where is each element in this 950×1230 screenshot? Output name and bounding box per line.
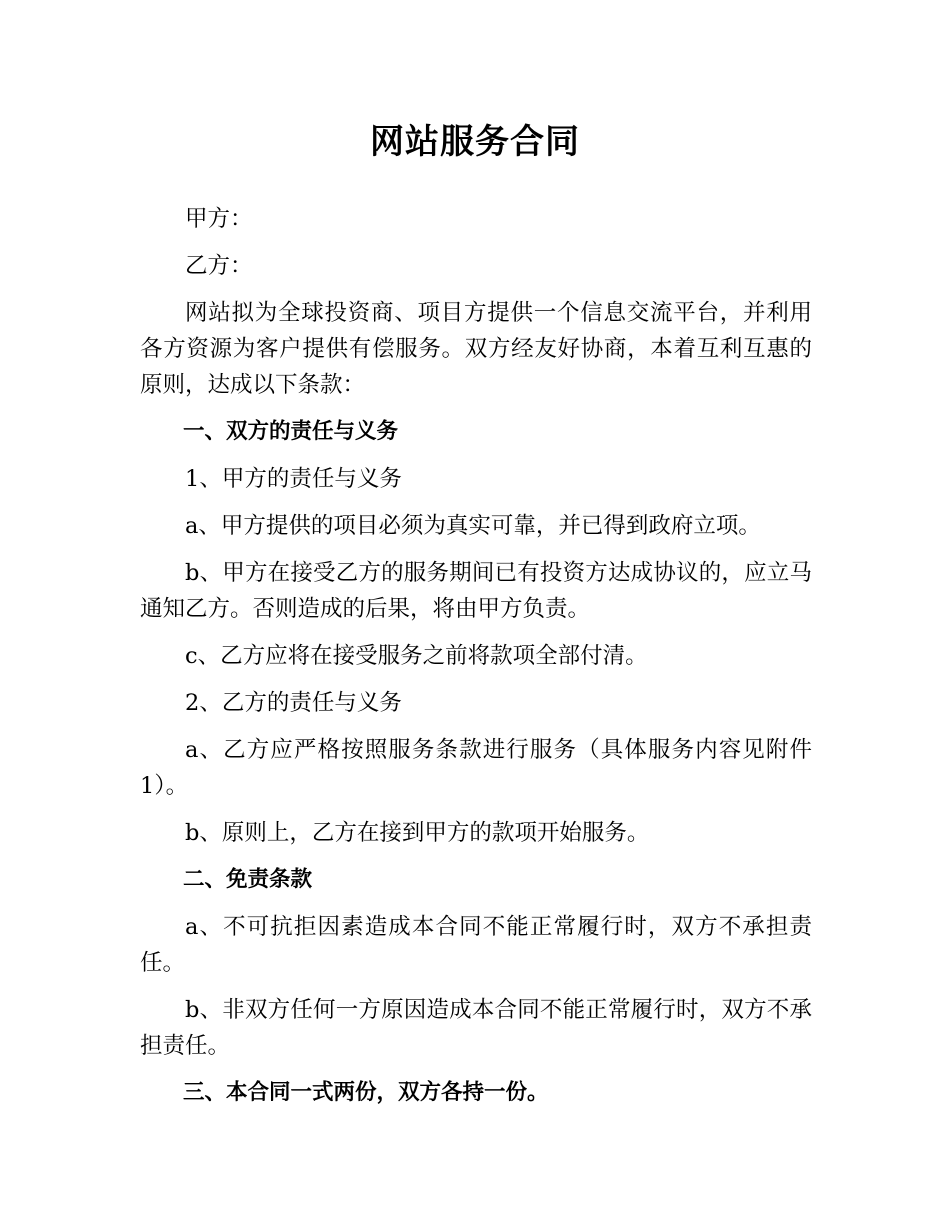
section-heading-3: 三、本合同一式两份，双方各持一份。 xyxy=(183,1080,549,1105)
clause-2a: a、乙方应严格按照服务条款进行服务（具体服务内容见附件1）。 xyxy=(140,737,812,799)
clause-1b: b、甲方在接受乙方的服务期间已有投资方达成协议的，应立马通知乙方。否则造成的后果，将由甲方负责。 xyxy=(140,560,812,622)
exemption-clause-a: a、不可抗拒因素造成本合同不能正常履行时，双方不承担责任。 xyxy=(140,914,812,976)
section-heading-2: 二、免责条款 xyxy=(183,867,313,892)
exemption-clause-b: b、非双方任何一方原因造成本合同不能正常履行时，双方不承担责任。 xyxy=(140,997,812,1059)
party-a-line: 甲方： xyxy=(185,206,253,232)
section-heading-1: 一、双方的责任与义务 xyxy=(183,419,399,444)
clause-1a: a、甲方提供的项目必须为真实可靠，并已得到政府立项。 xyxy=(185,513,761,539)
subsection-heading-1: 1、甲方的责任与义务 xyxy=(185,466,402,492)
clause-1c: c、乙方应将在接受服务之前将款项全部付清。 xyxy=(185,643,648,669)
subsection-heading-2: 2、乙方的责任与义务 xyxy=(185,690,402,716)
document-body xyxy=(140,201,812,1122)
party-b-line: 乙方： xyxy=(185,253,253,279)
preamble-paragraph: 网站拟为全球投资商、项目方提供一个信息交流平台，并利用各方资源为客户提供有偿服务。双方经友好协商，本着互利互惠的原则，达成以下条款： xyxy=(140,300,812,398)
document-title: 网站服务合同 xyxy=(370,122,580,162)
clause-2b: b、原则上，乙方在接到甲方的款项开始服务。 xyxy=(185,820,650,846)
